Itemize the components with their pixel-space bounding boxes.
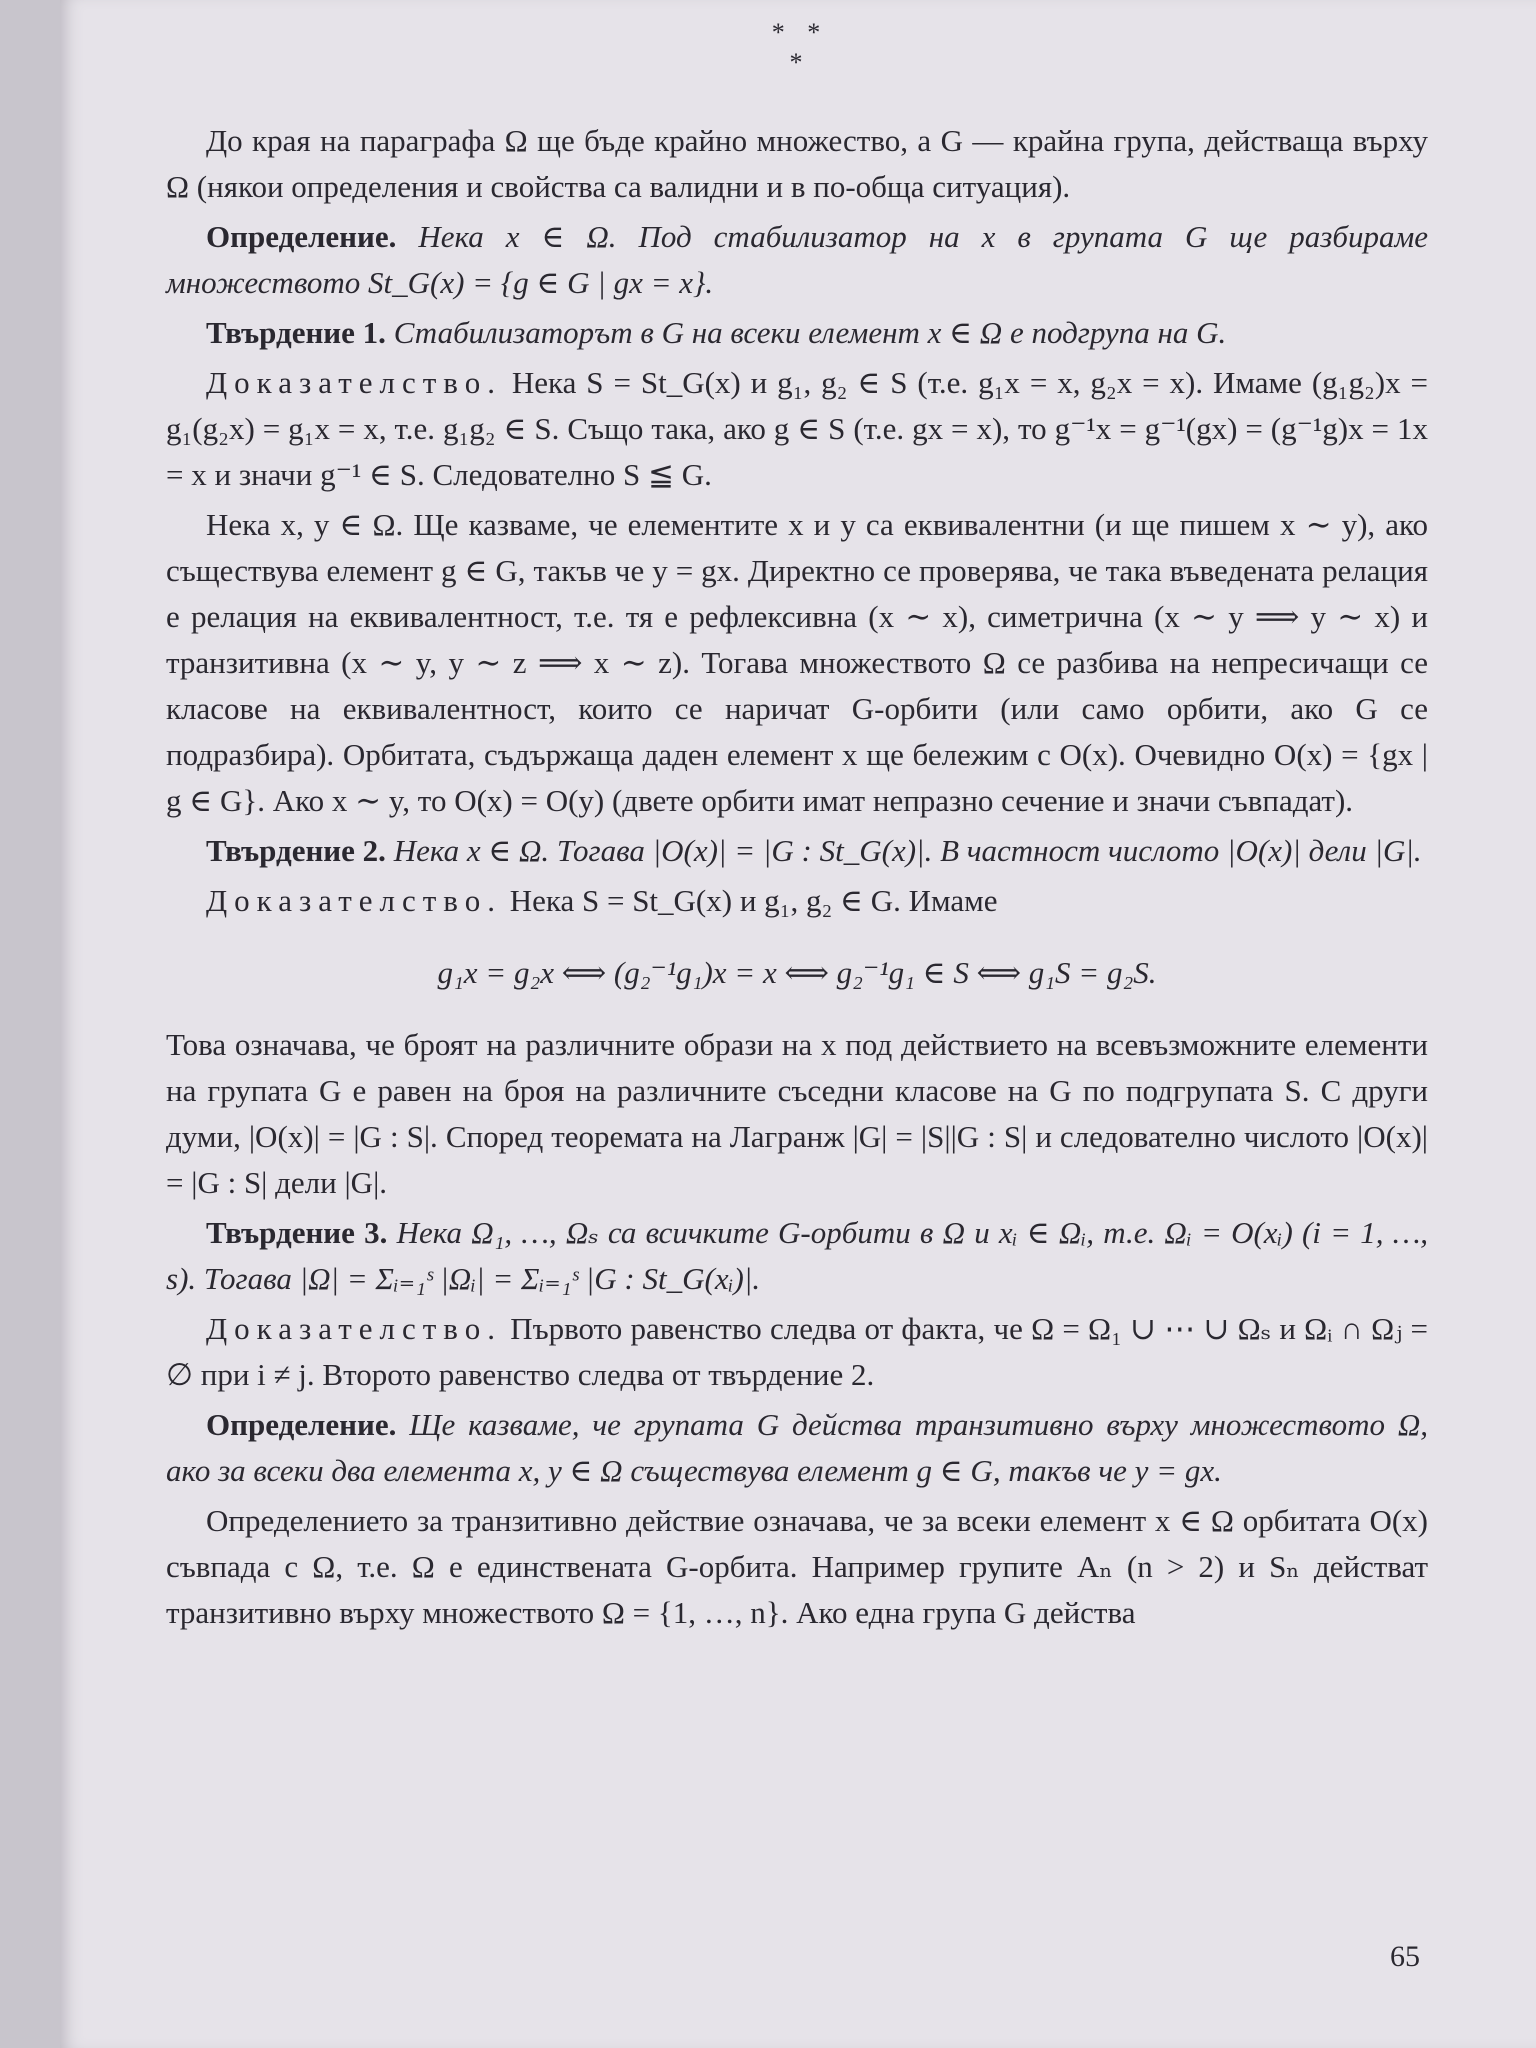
theorem-3 [166, 1210, 1428, 1302]
theorem-1 [166, 310, 1428, 356]
theorem-label: Твърдение 3. [206, 1215, 388, 1250]
proof-text: Първото равенство следва от факта, че Ω = Ω₁ ∪ ⋯ ∪ Ωₛ и Ωᵢ ∩ Ωⱼ = ∅ при i ≠ j. Второто равенство следва от твърдение 2. [166, 1311, 1428, 1392]
theorem-text: Нека x ∈ Ω. Тогава |O(x)| = |G : St_G(x)|. В частност числото |O(x)| дели |G|. [393, 833, 1422, 868]
proof-text: Нека S = St_G(x) и g₁, g₂ ∈ G. Имаме [509, 883, 998, 918]
page-body [166, 118, 1428, 1640]
theorem-text: Стабилизаторът в G на всеки елемент x ∈ Ω е подгрупа на G. [393, 315, 1227, 350]
definition-label: Определение. [206, 1407, 397, 1442]
proof-label: Доказателство. [206, 883, 502, 918]
proof-label: Доказателство. [206, 1311, 502, 1346]
transitive-paragraph: Определението за транзитивно действие означава, че за всеки елемент x ∈ Ω орбитата O(x) съвпада с Ω, т.е. Ω е единствената G-орбита. Например групите Aₙ (n > 2) и Sₙ действат транзитивно върху множеството Ω = {1, …, n}. Ако една група G действа [166, 1503, 1428, 1630]
proof-2 [166, 878, 1428, 924]
book-gutter [0, 0, 60, 2048]
book-page [60, 0, 1536, 2048]
equivalence-paragraph: Нека x, y ∈ Ω. Ще казваме, че елементите x и y са еквивалентни (и ще пишем x ∼ y), ако съществува елемент g ∈ G, такъв че y = gx. Директно се проверява, че така въведената релация е релация на еквивалентност, т.е. тя е рефлексивна (x ∼ x), симетрична (x ∼ y ⟹ y ∼ x) и транзитивна (x ∼ y, y ∼ z ⟹ x ∼ z). Тогава множеството Ω се разбива на непресичащи се класове на еквивалентност, които се наричат G-орбити (или само орбити, ако G се подразбира). Орбитата, съдържаща даден елемент x ще бележим с O(x). Очевидно O(x) = {gx | g ∈ G}. Ако x ∼ y, то O(x) = O(y) (двете орбити имат непразно сечение и значи съвпадат). [166, 507, 1428, 818]
proof-3 [166, 1306, 1428, 1398]
section-ornament: * * * [771, 18, 829, 77]
definition-label: Определение. [206, 219, 397, 254]
definition-stabilizer [166, 214, 1428, 306]
proof-1 [166, 360, 1428, 498]
theorem-label: Твърдение 2. [206, 833, 386, 868]
theorem-text: Нека Ω₁, …, Ωₛ са всичките G-орбити в Ω и xᵢ ∈ Ωᵢ, т.е. Ωᵢ = O(xᵢ) (i = 1, …, s). Тогава |Ω| = Σᵢ₌₁ˢ |Ωᵢ| = Σᵢ₌₁ˢ |G : St_G(xᵢ)|. [166, 1215, 1429, 1296]
definition-transitive [166, 1402, 1428, 1494]
lagrange-paragraph: Това означава, че броят на различните образи на x под действието на всевъзможните елементи на групата G е равен на броя на различните съседни класове на G по подгрупата S. С други думи, |O(x)| = |G : S|. Според теоремата на Лагранж |G| = |S||G : S| и следователно числото |O(x)| = |G : S| дели |G|. [166, 1027, 1428, 1200]
definition-text: Нека x ∈ Ω. Под стабилизатор на x в групата G ще разбираме множеството St_G(x) = {g ∈ G | gx = x}. [166, 219, 1428, 300]
definition-text: Ще казваме, че групата G действа транзитивно върху множеството Ω, ако за всеки два елемента x, y ∈ Ω съществува елемент g ∈ G, такъв че y = gx. [166, 1407, 1428, 1488]
proof-text: Нека S = St_G(x) и g₁, g₂ ∈ S (т.е. g₁x = x, g₂x = x). Имаме (g₁g₂)x = g₁(g₂x) = g₁x = x, т.е. g₁g₂ ∈ S. Също така, ако g ∈ S (т.е. gx = x), то g⁻¹x = g⁻¹(gx) = (g⁻¹g)x = 1x = x и значи g⁻¹ ∈ S. Следователно S ≦ G. [166, 365, 1428, 492]
proof-label: Доказателство. [206, 365, 502, 400]
theorem-2 [166, 828, 1428, 874]
page-number: 65 [1390, 1940, 1420, 1973]
display-equation: g₁x = g₂x ⟺ (g₂⁻¹g₁)x = x ⟺ g₂⁻¹g₁ ∈ S ⟺ g₁S = g₂S. [437, 955, 1157, 990]
intro-paragraph: До края на параграфа Ω ще бъде крайно множество, а G — крайна група, действаща върху Ω (някои определения и свойства са валидни и в по-обща ситуация). [166, 123, 1428, 204]
theorem-label: Твърдение 1. [206, 315, 386, 350]
